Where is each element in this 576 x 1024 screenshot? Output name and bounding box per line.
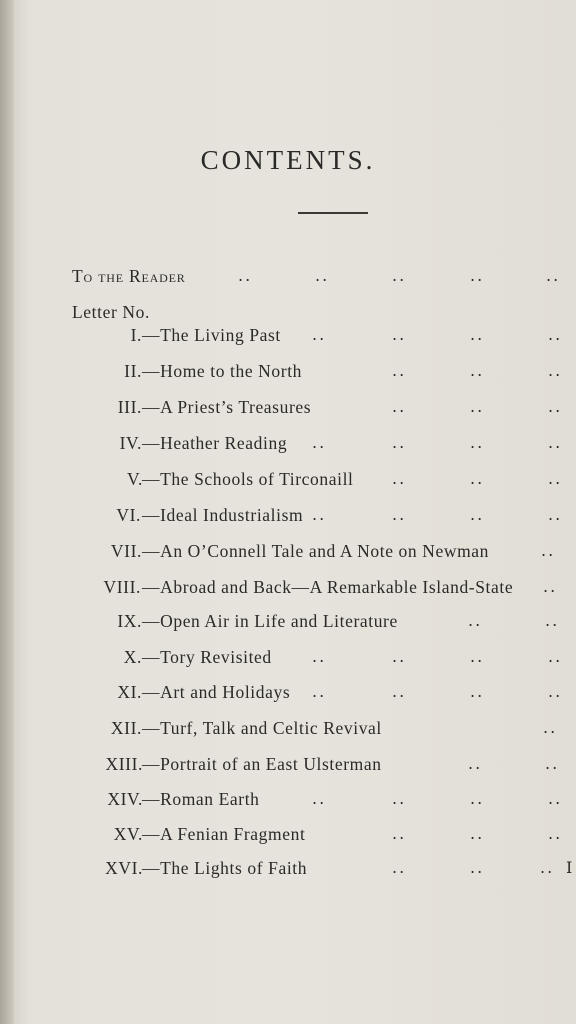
leader-dots: .. [540, 858, 555, 877]
heading-rule [298, 212, 368, 214]
toc-entry [0, 325, 576, 347]
entry-number: XIII. [105, 754, 143, 774]
entry-title: —A Fenian Fragment [142, 824, 306, 844]
contents-heading: CONTENTS. [200, 145, 376, 175]
entry-number: IV. [119, 433, 142, 453]
leader-dots: .. [392, 397, 407, 416]
entry-title: —Open Air in Life and Literature [142, 611, 398, 631]
leader-dots: .. [470, 647, 485, 666]
entry-number: XV. [113, 824, 143, 844]
leader-dots: .. [312, 647, 327, 666]
leader-dots: .. [548, 433, 563, 452]
entry-number: VII. [110, 541, 142, 561]
leader-dots: .. [470, 397, 485, 416]
entry-title: —Turf, Talk and Celtic Revival [142, 718, 382, 738]
leader-dots: .. [392, 433, 407, 452]
leader-dots: .. [392, 361, 407, 380]
toc-entry [0, 397, 576, 419]
leader-dots: .. [392, 824, 407, 843]
entry-title: —The Living Past [142, 325, 281, 345]
entry-number: VIII. [103, 577, 141, 597]
leader-dots: .. [392, 469, 407, 488]
toc-entry [0, 611, 576, 633]
entry-number: V. [127, 469, 143, 489]
toc-entry [0, 541, 576, 563]
leader-dots: .. [546, 266, 561, 285]
entry-title: —Home to the North [142, 361, 303, 381]
leader-dots: .. [238, 266, 253, 285]
leader-dots: .. [392, 789, 407, 808]
leader-dots: .. [543, 718, 558, 737]
entry-title: —The Lights of Faith [142, 858, 308, 878]
leader-dots: .. [470, 433, 485, 452]
toc-entry [0, 789, 576, 811]
leader-dots: .. [392, 266, 407, 285]
leader-dots: .. [548, 505, 563, 524]
leader-dots: .. [548, 361, 563, 380]
toc-entry [0, 858, 576, 880]
leader-dots: .. [470, 325, 485, 344]
toc-entry [0, 754, 576, 776]
entry-title: —Portrait of an East Ulsterman [142, 754, 382, 774]
entry-number: II. [124, 361, 142, 381]
leader-dots: .. [548, 325, 563, 344]
letter-no-label: Letter No. [72, 302, 150, 322]
leader-dots: .. [548, 789, 563, 808]
leader-dots: .. [548, 647, 563, 666]
toc-entry [0, 682, 576, 704]
reader-leaders [0, 266, 576, 288]
leader-dots: .. [545, 754, 560, 773]
leader-dots: .. [392, 858, 407, 877]
toc-entry [0, 718, 576, 740]
entry-title: —Tory Revisited [142, 647, 272, 667]
leader-dots: .. [548, 469, 563, 488]
leader-dots: .. [392, 505, 407, 524]
leader-dots: .. [312, 433, 327, 452]
leader-dots: .. [312, 505, 327, 524]
entry-number: X. [123, 647, 142, 667]
entry-number: XI. [117, 682, 142, 702]
leader-dots: .. [470, 469, 485, 488]
to-the-reader-line: To the Reader [72, 266, 186, 286]
toc-entry [0, 824, 576, 846]
toc-entry [0, 647, 576, 669]
leader-dots: .. [545, 611, 560, 630]
leader-dots: .. [468, 754, 483, 773]
leader-dots: .. [548, 824, 563, 843]
entry-title: —A Priest’s Treasures [142, 397, 312, 417]
entry-number: XII. [110, 718, 142, 738]
entry-number: XVI. [105, 858, 143, 878]
leader-dots: .. [548, 397, 563, 416]
leader-dots: .. [470, 266, 485, 285]
leader-dots: .. [470, 682, 485, 701]
toc-entry [0, 505, 576, 527]
entry-title: —Art and Holidays [142, 682, 291, 702]
entry-title: —Ideal Industrialism [142, 505, 304, 525]
leader-dots: .. [470, 824, 485, 843]
entry-title: —An O’Connell Tale and A Note on Newman [142, 541, 490, 561]
entry-title: —Roman Earth [142, 789, 260, 809]
leader-dots: .. [312, 682, 327, 701]
toc-entry [0, 361, 576, 383]
entry-title: —The Schools of Tirconaill [142, 469, 354, 489]
leader-dots: .. [543, 577, 558, 596]
leader-dots: .. [392, 647, 407, 666]
leader-dots: .. [470, 858, 485, 877]
entry-number: IX. [117, 611, 142, 631]
leader-dots: .. [315, 266, 330, 285]
entry-title: —Abroad and Back—A Remarkable Island-State [142, 577, 514, 597]
leader-dots: .. [470, 789, 485, 808]
page-number-fragment: I [566, 858, 573, 877]
toc-entry [0, 469, 576, 491]
leader-dots: .. [312, 789, 327, 808]
leader-dots: .. [468, 611, 483, 630]
toc-entry [0, 577, 576, 599]
leader-dots: .. [541, 541, 556, 560]
leader-dots: .. [392, 682, 407, 701]
toc-entry [0, 433, 576, 455]
leader-dots: .. [392, 325, 407, 344]
entry-number: XIV. [107, 789, 143, 809]
entry-number: III. [117, 397, 142, 417]
leader-dots: .. [312, 325, 327, 344]
leader-dots: .. [470, 361, 485, 380]
leader-dots: .. [470, 505, 485, 524]
entry-number: I. [130, 325, 142, 345]
leader-dots: .. [548, 682, 563, 701]
entry-title: —Heather Reading [142, 433, 288, 453]
entry-number: VI. [116, 505, 141, 525]
